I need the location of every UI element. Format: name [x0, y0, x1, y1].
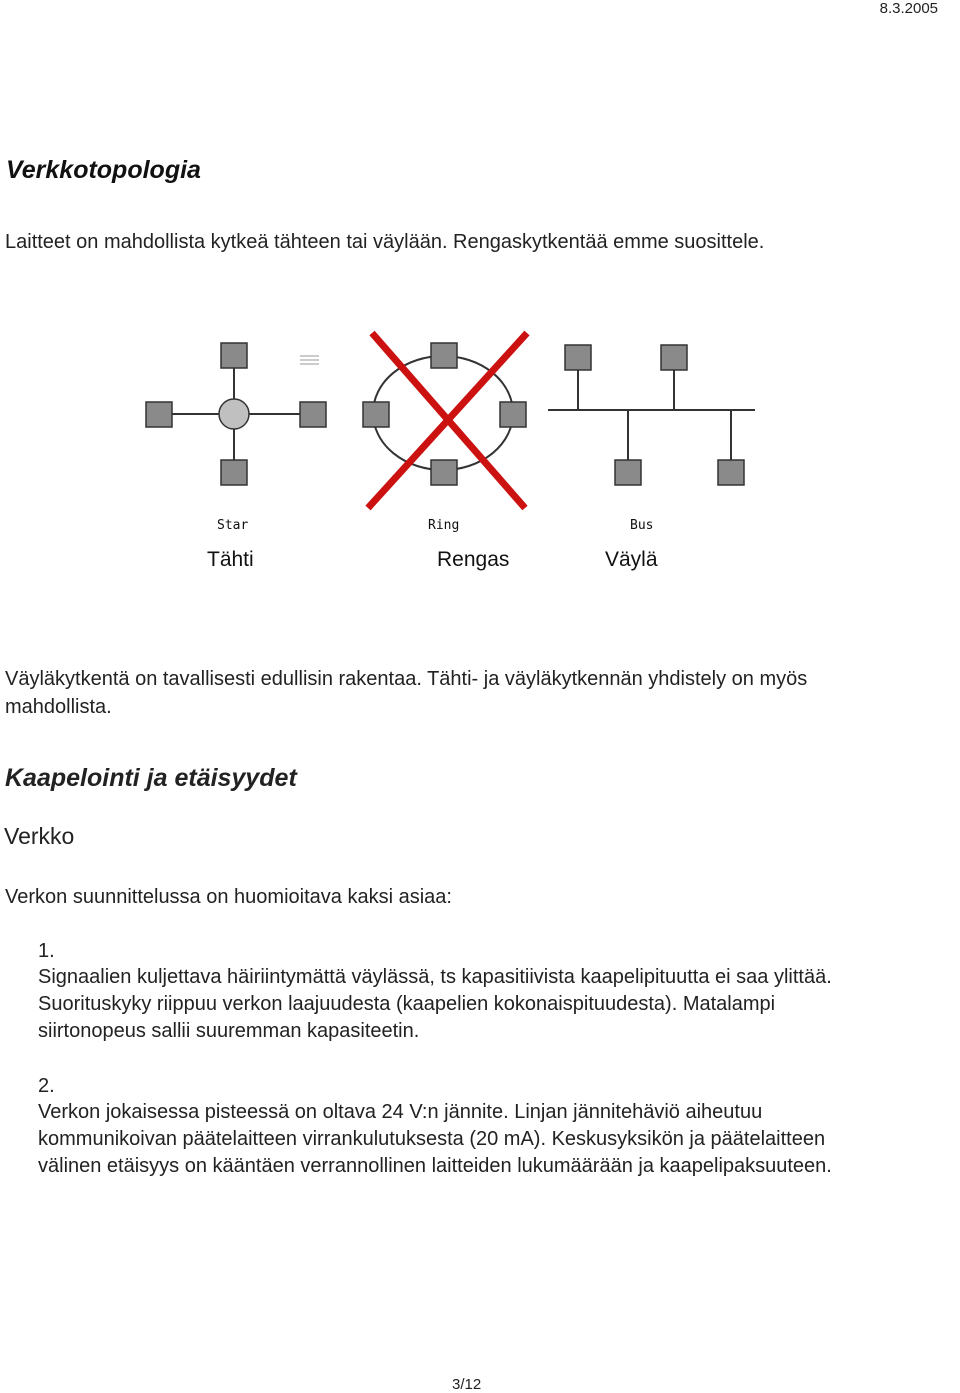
page-title: Verkkotopologia	[6, 156, 201, 184]
item-1-line-1: Signaalien kuljettava häiriintymättä väylässä, ts kapasitiivista kaapelipituutta ei saa ylittää.	[38, 966, 832, 988]
star-hub	[219, 399, 249, 429]
ring-label: Ring	[428, 518, 460, 533]
ring-node-top	[431, 343, 457, 368]
item-2-number: 2.	[38, 1075, 55, 1097]
item-2-line-2: kommunikoivan päätelaitteen virrankulutuksesta (20 mA). Keskusyksikön ja päätelaitteen	[38, 1128, 826, 1150]
section-heading: Verkko	[4, 823, 75, 849]
item-2-line-3: välinen etäisyys on kääntäen verrannollinen laitteiden lukumäärään ja kaapelipaksuuteen.	[38, 1155, 832, 1177]
caption-star: Tähti	[207, 548, 254, 571]
section-intro: Verkon suunnittelussa on huomioitava kaksi asiaa:	[5, 886, 452, 908]
star-node-top	[221, 343, 247, 368]
ring-node-bottom	[431, 460, 457, 485]
ring-node-right	[500, 402, 526, 427]
ring-node-left	[363, 402, 389, 427]
bus-topology	[548, 345, 755, 485]
item-1-line-3: siirtonopeus sallii suuremman kapasiteetin.	[38, 1020, 420, 1042]
page-number: 3/12	[452, 1376, 482, 1393]
item-2-line-1: Verkon jokaisessa pisteessä on oltava 24 V:n jännite. Linjan jännitehäviö aiheutuu	[38, 1101, 763, 1123]
bus-node-3	[615, 460, 641, 485]
small-icon	[300, 356, 319, 364]
item-1-line-2: Suorituskyky riippuu verkon laajuudesta (kaapelien kokonaispituudesta). Matalampi	[38, 993, 776, 1015]
intro-paragraph: Laitteet on mahdollista kytkeä tähteen tai väylään. Rengaskytkentää emme suosittele.	[5, 231, 765, 253]
star-node-left	[146, 402, 172, 427]
star-topology	[146, 343, 326, 485]
star-node-bottom	[221, 460, 247, 485]
bus-node-4	[718, 460, 744, 485]
item-1-number: 1.	[38, 940, 55, 962]
bus-label: Bus	[630, 518, 654, 533]
star-label: Star	[217, 518, 249, 533]
star-node-right	[300, 402, 326, 427]
section-title: Kaapelointi ja etäisyydet	[5, 764, 297, 792]
caption-bus: Väylä	[605, 548, 658, 571]
bus-node-2	[661, 345, 687, 370]
caption-ring: Rengas	[437, 548, 510, 571]
ring-topology	[363, 333, 527, 508]
document-date: 8.3.2005	[879, 0, 938, 17]
bus-node-1	[565, 345, 591, 370]
bus-paragraph-line-1: Väyläkytkentä on tavallisesti edullisin rakentaa. Tähti- ja väyläkytkennän yhdistely on myös	[5, 668, 808, 690]
bus-paragraph-line-2: mahdollista.	[5, 696, 112, 718]
